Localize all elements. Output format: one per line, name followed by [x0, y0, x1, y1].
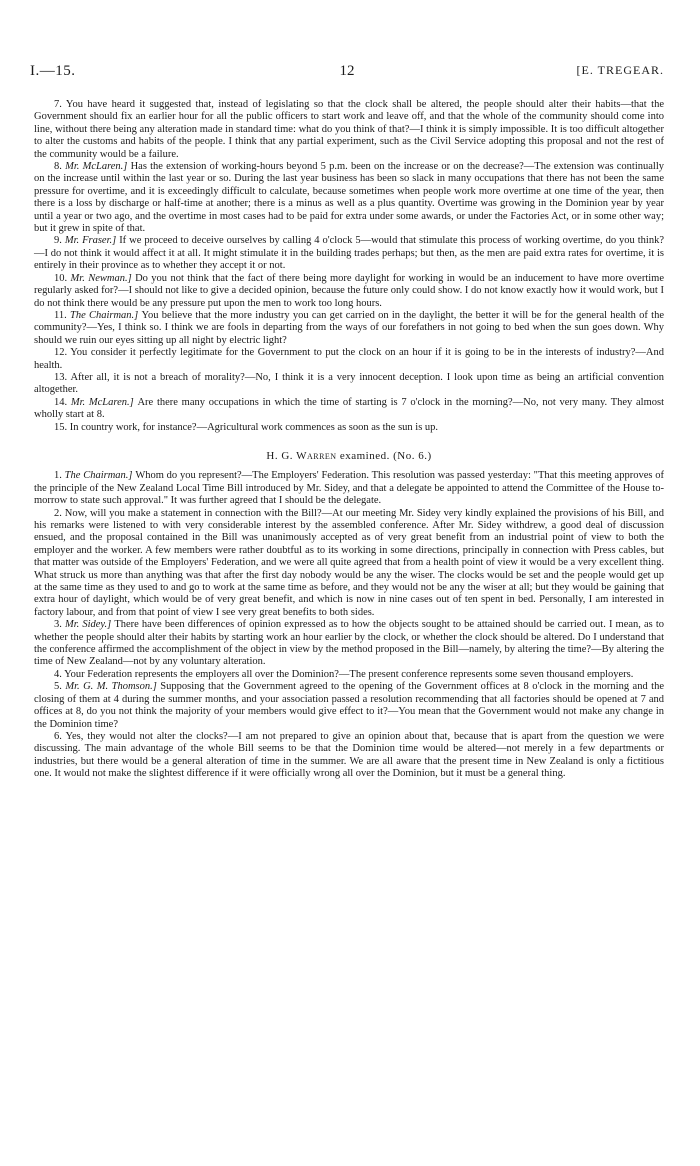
witness-heading — [34, 450, 664, 462]
witness-heading-rest: examined. (No. 6.) — [339, 449, 432, 462]
question-number: 9. — [54, 235, 65, 247]
evidence-section-1 — [34, 99, 664, 434]
question-number: 12. — [54, 347, 71, 359]
page-header — [30, 63, 664, 83]
speaker-name: Mr. Newman.] — [70, 272, 136, 284]
question-paragraph — [34, 310, 664, 347]
paragraph-text: Whom do you represent?—The Employers' Federation. This resolution was passed yesterday: "That this meeting approves of the principle of the New Zealand Local Time Bill introduced by Mr. Sidey, and that a delegate be appointed to attend the Committee of the House to-morrow to state such approval." It was further agreed that I should be the delegate. — [34, 470, 664, 507]
paragraph-text: There have been differences of opinion expressed as to how the objects sought to be attained should be carried out. I mean, as to whether the people should alter their habits by starting work an hour earlier by the clock, or whether the clock should be altered. Do I understand that the conference affirmed the accomplishment of the object in view by the method proposed in the Bill—namely, by altering the time?—By altering the time of New Zealand—not by any voluntary alteration. — [34, 619, 664, 668]
question-paragraph — [34, 347, 664, 372]
question-paragraph — [34, 681, 664, 731]
question-number: 14. — [54, 396, 71, 408]
paragraph-text: In country work, for instance?—Agricultural work commences as soon as the sun is up. — [69, 421, 439, 433]
paragraph-text: If we proceed to deceive ourselves by calling 4 o'clock 5—would that stimulate this process of working overtime, do you think?—I do not think it would affect it at all. It might stimulate it in the building trades perhaps; but then, as the men are paid extra rates for overtime, it is entirely in their province as to whether they accept it or not. — [34, 235, 664, 272]
question-number: 10. — [54, 272, 71, 284]
paragraph-text: Do you not think that the fact of there being more daylight for working in would be an inducement to have more overtime regularly asked for?—I should not like to give a decided opinion, because the future only could show. I do not know exactly how it would work, but I do not think there would be any pressure put upon the men to work too long hours. — [34, 272, 665, 309]
question-paragraph — [34, 235, 664, 272]
paragraph-text: You believe that the more industry you can get carried on in the daylight, the better it will be for the general health of the community?—Yes, I think so. I think we are fools in departing from the ways of our forefathers in not going to bed when the sun goes down. Why should we ruin our eyes sitting up all night by electric light? — [34, 309, 664, 346]
question-paragraph — [34, 422, 664, 434]
paragraph-text: Now, will you make a statement in connection with the Bill?—At our meeting Mr. Sidey very kindly explained the provisions of his Bill, and his remarks were listened to with very considerable interest by the assembled conference. After Mr. Sidey withdrew, a good deal of discussion ensued, and the proposal contained in the Bill was unanimously accepted as of very great benefit from an industrial point of view to both the employer and the worker. A few members were rather doubtful as to its working in some directions, principally in connection with Press cables, but that matter was outside of the Employers' Federation, and we were all quite agreed that from a health point of view it would be a very excellent thing. What struck us more than anything was that after the first day nobody would be any the wiser. The clocks would be set and the people would get up at the same time as they used to and go to work at the same time as before, and they would not be any the wiser at all; but they would be gaining that extra hour of daylight, which would be of very great benefit, and which is now in nine cases out of ten spent in bed. Personally, I am interested in factory labour, and from that point of view I see very great benefits to both sides. — [34, 507, 665, 618]
speaker-name: The Chairman.] — [64, 470, 136, 482]
paragraph-text: You have heard it suggested that, instead of legislating so that the clock shall be altered, the people should alter their habits—that the Government should fix an earlier hour for all the public officers to start work and leave off, and that the whole of the community should come into line, without there being any alteration made in standard time: what do you think of that?—I think it is simply impossible. It is too difficult altogether to alter the customs and habits of the people. I think that any partial experiment, such as the Civil Service adopting this proposal and not the rest of the community would be a failure. — [34, 99, 664, 160]
document-reference: I.—15. — [30, 63, 76, 79]
question-paragraph — [34, 619, 664, 669]
question-number: 5. — [54, 681, 66, 693]
question-paragraph — [34, 508, 664, 620]
question-paragraph — [34, 161, 664, 235]
paragraph-text: You consider it perfectly legitimate for the Government to put the clock on an hour if it is going to be in the interests of industry?—And health. — [34, 347, 664, 371]
witness-name: [E. TREGEAR. — [576, 63, 664, 77]
question-paragraph — [34, 669, 664, 681]
question-number: 3. — [54, 619, 65, 631]
question-number: 15. — [54, 421, 70, 433]
question-number: 8. — [54, 161, 66, 173]
speaker-name: Mr. G. M. Thomson.] — [65, 681, 161, 693]
evidence-section-2 — [34, 470, 664, 780]
speaker-name: Mr. Fraser.] — [64, 235, 120, 247]
question-paragraph — [34, 99, 664, 161]
speaker-name: Mr. McLaren.] — [70, 396, 138, 408]
paragraph-text: Has the extension of working-hours beyond 5 p.m. been on the increase or on the decrease?—The extension was continually on the increase until within the last year or so. During the last year business has been so slack in many occupations that there has not been the same pressure for overtime, and it is exceedingly difficult to calculate, because sometimes when people work more overtime at one time of the year, then there is a loss by discharge or half-time at another; there is a minus as well as a plus quantity. Overtime was growing in the Dominion year by year until a year or two ago, and the overtime in most cases had to be paid for extra under some awards, or under the Factories Act, or in some other way; but it grew in spite of that. — [34, 161, 665, 235]
question-paragraph — [34, 731, 664, 781]
document-body — [34, 99, 664, 781]
question-number: 4. — [54, 668, 65, 680]
question-paragraph — [34, 372, 664, 397]
page-number: 12 — [339, 63, 355, 79]
paragraph-text: Yes, they would not alter the clocks?—I am not prepared to give an opinion about that, because that is apart from the question we were discussing. The main advantage of the whole Bill seems to be that the Dominion time would be altered—not merely in a few departments or industries, but there would be a general alteration of time in the summer. We are all aware that the present time in New Zealand is only a fictitious one. It would not make the slightest difference if it were officially wrong all over the Dominion, but it must be a general thing. — [34, 730, 664, 780]
witness-heading-name: H. G. Warren — [266, 449, 337, 462]
paragraph-text: Supposing that the Government agreed to the opening of the Government offices at 8 o'clock in the morning and the closing of them at 4 during the summer months, and your association passed a resolution recommending that all factories should be opened at 7 and offices at 8, do you not think the majority of your members would give effect to it?—You mean that the Government would not make any change in the Dominion time? — [34, 681, 665, 730]
question-number: 6. — [54, 730, 66, 742]
question-number: 2. — [54, 507, 65, 519]
paragraph-text: Are there many occupations in which the time of starting is 7 o'clock in the morning?—No, not very many. They almost wholly start at 8. — [34, 396, 665, 421]
speaker-name: Mr. McLaren.] — [65, 161, 131, 173]
question-paragraph — [34, 470, 664, 507]
speaker-name: The Chairman.] — [69, 309, 142, 321]
question-paragraph — [34, 397, 664, 422]
question-paragraph — [34, 273, 664, 310]
question-number: 1. — [54, 470, 65, 482]
paragraph-text: Your Federation represents the employers all over the Dominion?—The present conference represents some seven thousand employers. — [64, 668, 634, 680]
question-number: 7. — [54, 99, 66, 110]
question-number: 11. — [54, 309, 70, 321]
paragraph-text: After all, it is not a breach of morality?—No, I think it is a very innocent deception. I look upon time as being an artificial convention altogether. — [34, 371, 665, 396]
speaker-name: Mr. Sidey.] — [64, 619, 115, 631]
question-number: 13. — [54, 371, 71, 383]
